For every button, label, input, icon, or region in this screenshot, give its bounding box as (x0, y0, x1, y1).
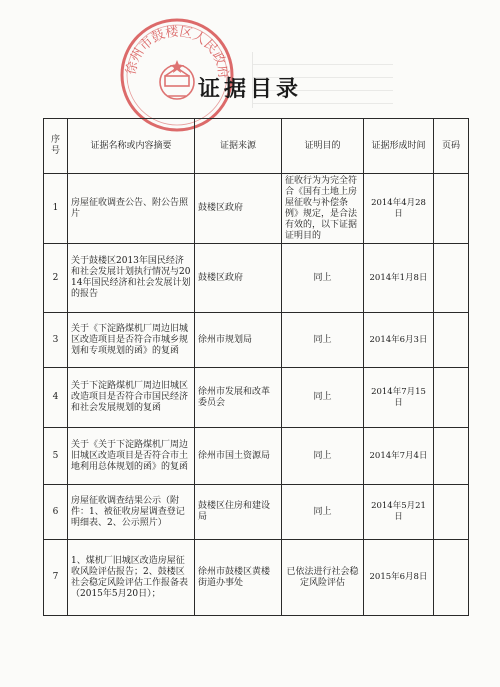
table-row (44, 174, 469, 244)
row-date: 2014年4月28日 (364, 174, 434, 244)
row-no: 4 (44, 368, 68, 428)
header-purpose: 证明目的 (282, 119, 364, 174)
row-name: 关于鼓楼区2013年国民经济和社会发展计划执行情况与2014年国民经济和社会发展计划的报告 (68, 244, 195, 313)
row-source: 徐州市规划局 (195, 313, 282, 368)
row-source: 鼓楼区住房和建设局 (195, 485, 282, 540)
row-name: 关于《下淀路煤机厂周边旧城区改造项目是否符合市城乡规划和专项规划的函》的复函 (68, 313, 195, 368)
table-row (44, 313, 469, 368)
row-name: 关于《关于下淀路煤机厂周边旧城区改造项目是否符合市土地利用总体规划的函》的复函 (68, 428, 195, 485)
row-date: 2015年6月8日 (364, 540, 434, 616)
row-source: 徐州市发展和改革委员会 (195, 368, 282, 428)
row-page (434, 244, 469, 313)
row-page (434, 485, 469, 540)
row-no: 5 (44, 428, 68, 485)
header-date: 证据形成时间 (364, 119, 434, 174)
row-source: 鼓楼区政府 (195, 244, 282, 313)
row-purpose: 已依法进行社会稳定风险评估 (282, 540, 364, 616)
row-purpose: 征收行为为完全符合《国有土地上房屋征收与补偿条例》规定，是合法有效的，以下证据证明目的 (282, 174, 364, 244)
row-source: 徐州市鼓楼区黄楼街道办事处 (195, 540, 282, 616)
row-page (434, 174, 469, 244)
row-no: 2 (44, 244, 68, 313)
table-header-row (44, 119, 469, 174)
row-no: 3 (44, 313, 68, 368)
row-date: 2014年7月4日 (364, 428, 434, 485)
table-row (44, 368, 469, 428)
row-no: 1 (44, 174, 68, 244)
svg-text:徐州市鼓楼区人民政府: 徐州市鼓楼区人民政府 (123, 24, 231, 80)
table-row (44, 244, 469, 313)
row-no: 7 (44, 540, 68, 616)
row-purpose: 同上 (282, 428, 364, 485)
row-purpose: 同上 (282, 485, 364, 540)
row-date: 2014年7月15日 (364, 368, 434, 428)
table-row (44, 540, 469, 616)
row-name: 关于下淀路煤机厂周边旧城区改造项目是否符合市国民经济和社会发展规划的复函 (68, 368, 195, 428)
row-purpose: 同上 (282, 313, 364, 368)
row-page (434, 540, 469, 616)
row-date: 2014年1月8日 (364, 244, 434, 313)
row-date: 2014年5月21日 (364, 485, 434, 540)
row-page (434, 428, 469, 485)
header-name: 证据名称或内容摘要 (68, 119, 195, 174)
row-source: 徐州市国土资源局 (195, 428, 282, 485)
table-row (44, 428, 469, 485)
row-name: 房屋征收调查结果公示（附件：1、被征收房屋调查登记明细表、2、公示照片） (68, 485, 195, 540)
row-purpose: 同上 (282, 368, 364, 428)
row-date: 2014年6月3日 (364, 313, 434, 368)
row-no: 6 (44, 485, 68, 540)
header-page: 页码 (434, 119, 469, 174)
header-no: 序号 (44, 119, 68, 174)
evidence-table (43, 118, 469, 616)
document-title: 证据目录 (197, 76, 302, 102)
row-source: 鼓楼区政府 (195, 174, 282, 244)
table-row (44, 485, 469, 540)
header-source: 证据来源 (195, 119, 282, 174)
row-name: 房屋征收调查公告、附公告照片 (68, 174, 195, 244)
row-name: 1、煤机厂旧城区改造房屋征收风险评估报告；2、鼓楼区社会稳定风险评估工作报备表（2015年5月20日）； (68, 540, 195, 616)
row-page (434, 313, 469, 368)
row-purpose: 同上 (282, 244, 364, 313)
row-page (434, 368, 469, 428)
